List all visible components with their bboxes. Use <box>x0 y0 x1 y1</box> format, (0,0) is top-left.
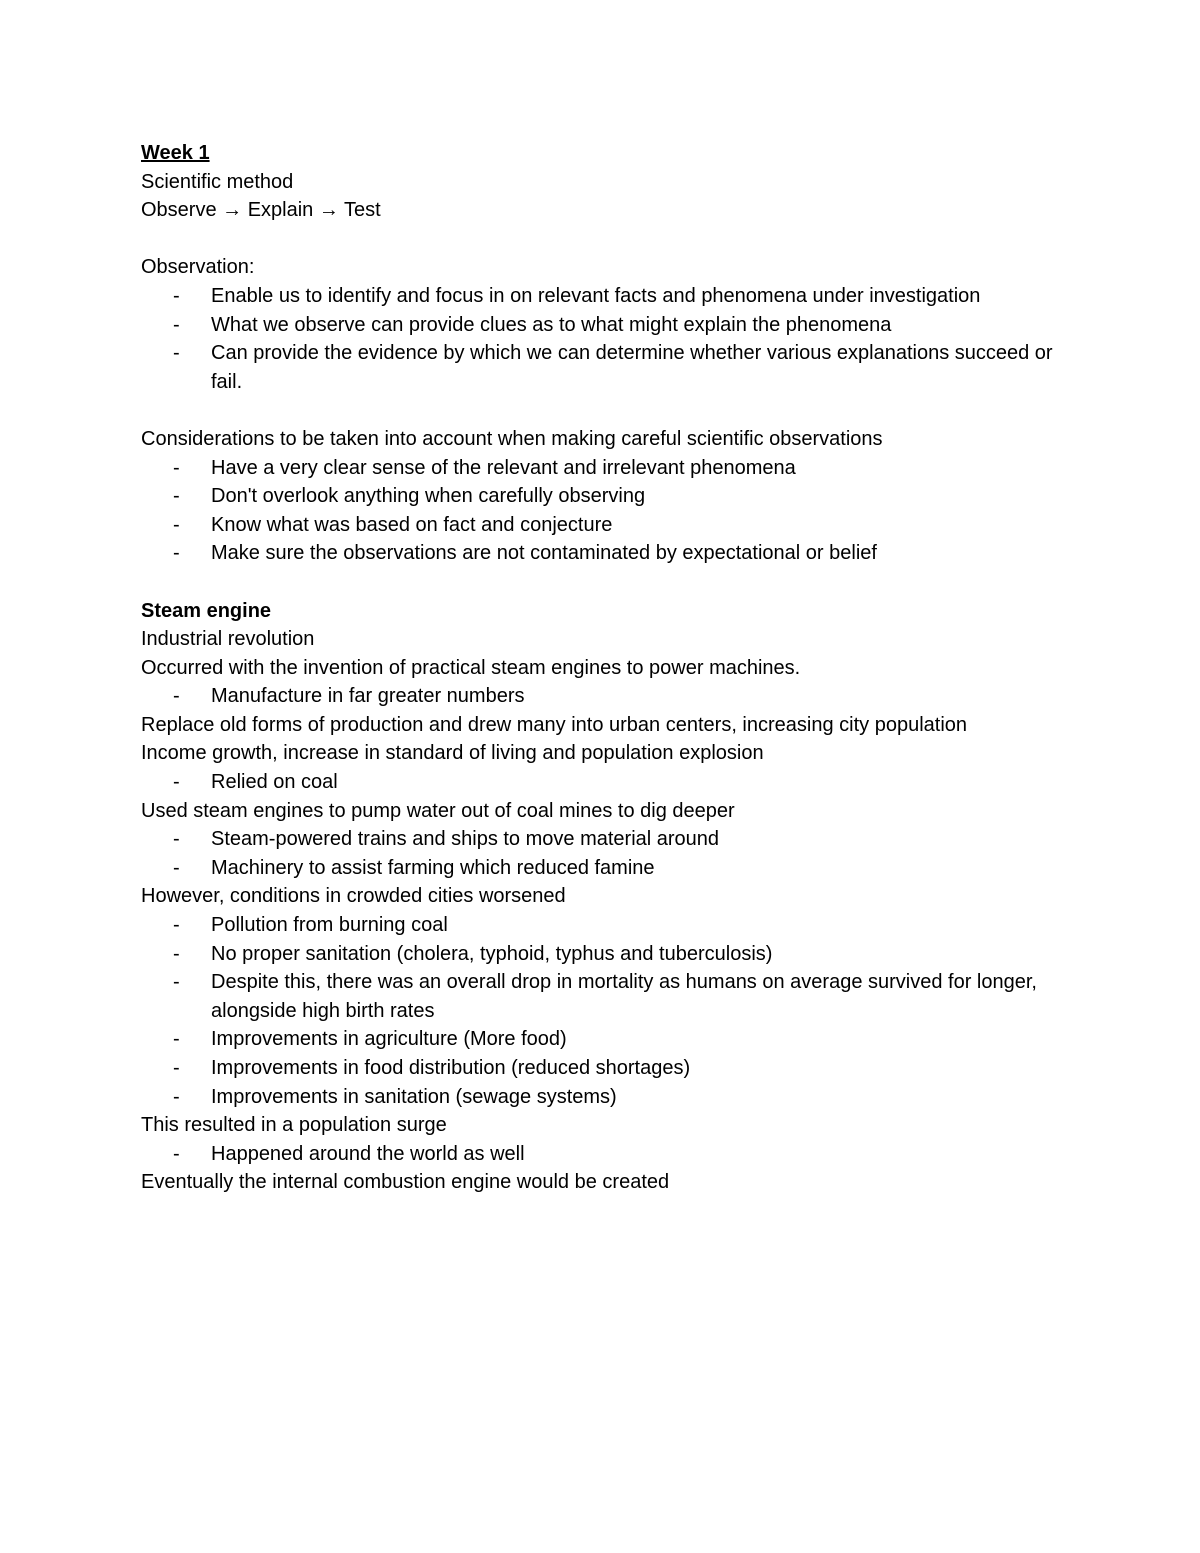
steam-heading: Steam engine <box>141 599 272 622</box>
list-item-text: Improvements in food distribution (reduced shortages) <box>211 1057 691 1079</box>
list-item-text: Improvements in agriculture (More food) <box>211 1028 567 1051</box>
bullet-marker: - <box>173 1057 180 1079</box>
topic-subtitle: Scientific method <box>141 170 294 193</box>
bullet-marker: - <box>173 485 180 508</box>
bullet-marker: - <box>173 1028 180 1051</box>
list-item <box>141 1054 1061 1083</box>
paragraph-line: However, conditions in crowded cities worsened <box>141 885 566 908</box>
list-item <box>141 968 1091 1025</box>
list-item-text: No proper sanitation (cholera, typhoid, typhus and tuberculosis) <box>211 942 773 965</box>
bullet-marker: - <box>173 342 180 365</box>
paragraph-line: Industrial revolution <box>141 628 315 651</box>
list-item <box>141 1083 1061 1112</box>
list-item <box>141 854 1061 883</box>
list-item-text: Machinery to assist farming which reduced famine <box>211 856 655 879</box>
list-item-text: Happened around the world as well <box>211 1142 525 1165</box>
bullet-marker: - <box>173 513 180 536</box>
list-item-text: Despite this, there was an overall drop in mortality as humans on average survived for longer, alongside high birth rates <box>211 971 1037 1022</box>
list-item <box>141 539 1061 568</box>
list-item-text: Manufacture in far greater numbers <box>211 685 525 708</box>
spacer <box>141 225 1061 254</box>
bullet-marker: - <box>173 1142 180 1165</box>
paragraph-line: This resulted in a population surge <box>141 1114 447 1137</box>
list-item <box>141 911 1061 940</box>
list-item-text: Know what was based on fact and conjecture <box>211 513 613 536</box>
bullet-marker: - <box>173 942 180 965</box>
list-item-text: Steam-powered trains and ships to move material around <box>211 828 720 851</box>
paragraph-line: Income growth, increase in standard of living and population explosion <box>141 742 764 765</box>
bullet-marker: - <box>173 1085 180 1108</box>
paragraph-line: Occurred with the invention of practical steam engines to power machines. <box>141 656 801 679</box>
bullet-marker: - <box>173 856 180 879</box>
list-item <box>141 1140 1061 1169</box>
spacer <box>141 568 1061 597</box>
list-item-text: Have a very clear sense of the relevant and irrelevant phenomena <box>211 456 796 479</box>
list-item-text: What we observe can provide clues as to what might explain the phenomena <box>211 313 892 336</box>
spacer <box>141 396 1061 425</box>
bullet-marker: - <box>173 685 180 708</box>
list-item <box>141 339 1081 396</box>
list-item-text: Can provide the evidence by which we can determine whether various explanations succeed or fail. <box>211 342 1053 393</box>
document-page <box>141 139 1061 1197</box>
list-item <box>141 825 1061 854</box>
list-item <box>141 940 1061 969</box>
list-item <box>141 454 1061 483</box>
list-item <box>141 768 1061 797</box>
list-item-text: Improvements in sanitation (sewage systems) <box>211 1085 617 1108</box>
bullet-marker: - <box>173 313 180 336</box>
list-item-text: Pollution from burning coal <box>211 914 448 937</box>
paragraph-line: Replace old forms of production and drew many into urban centers, increasing city population <box>141 713 968 736</box>
paragraph-line: Used steam engines to pump water out of coal mines to dig deeper <box>141 799 735 822</box>
list-item <box>141 682 1061 711</box>
week-heading: Week 1 <box>141 142 210 164</box>
list-item-text: Relied on coal <box>211 771 338 794</box>
list-item <box>141 482 1061 511</box>
bullet-marker: - <box>173 456 180 479</box>
bullet-marker: - <box>173 771 180 794</box>
bullet-marker: - <box>173 914 180 937</box>
paragraph-line: Eventually the internal combustion engine would be created <box>141 1171 670 1194</box>
list-item-text: Don't overlook anything when carefully observing <box>211 485 646 508</box>
bullet-marker: - <box>173 971 180 994</box>
list-item-text: Make sure the observations are not contaminated by expectational or belief <box>211 542 877 565</box>
list-item <box>141 511 1061 540</box>
observation-label: Observation: <box>141 256 255 279</box>
list-item <box>141 311 1061 340</box>
bullet-marker: - <box>173 284 180 307</box>
list-item <box>141 1025 1061 1054</box>
bullet-marker: - <box>173 542 180 565</box>
list-item <box>141 282 1061 311</box>
considerations-label: Considerations to be taken into account when making careful scientific observations <box>141 427 883 450</box>
bullet-marker: - <box>173 828 180 851</box>
method-steps: Observe → Explain → Test <box>141 199 381 222</box>
list-item-text: Enable us to identify and focus in on relevant facts and phenomena under investigation <box>211 284 981 307</box>
